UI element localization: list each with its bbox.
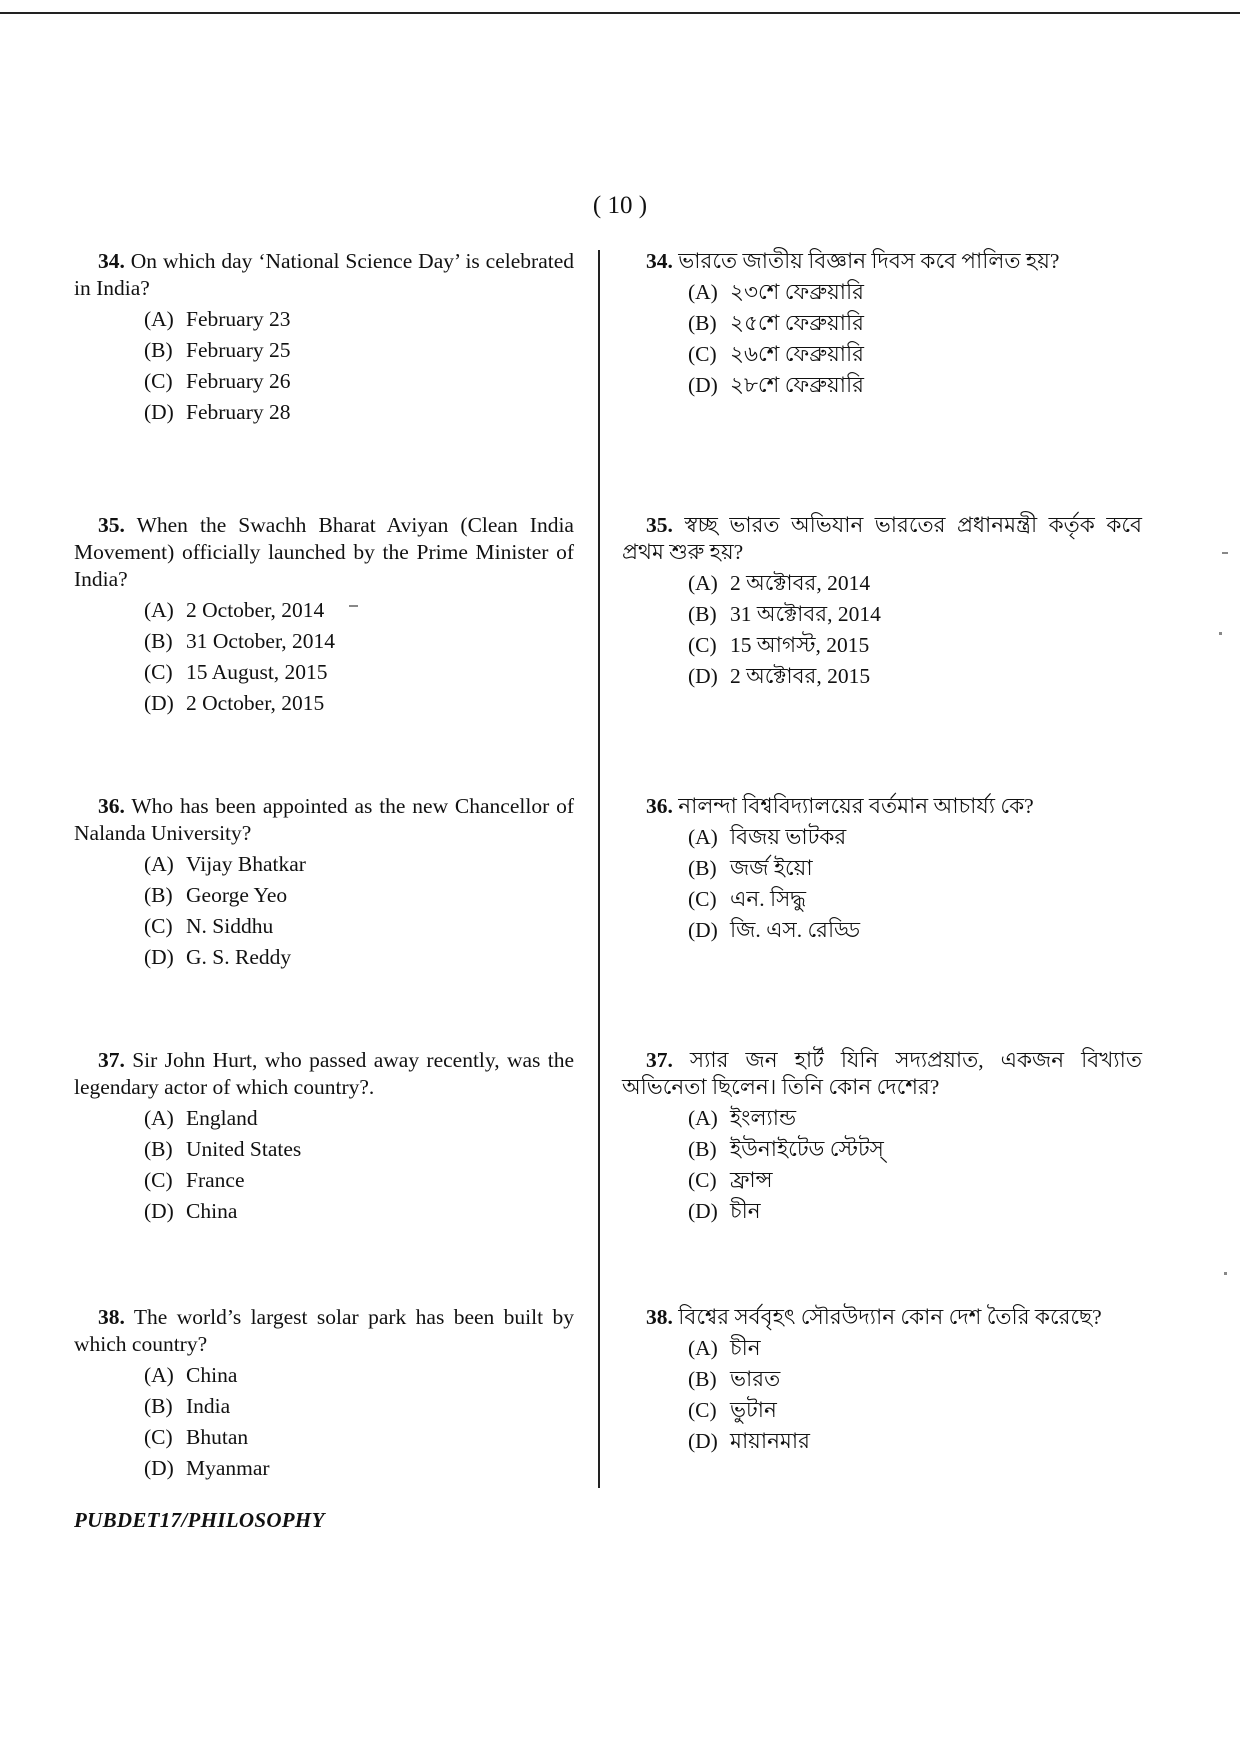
question-stem bbox=[622, 512, 1142, 566]
option-d: (D) মায়ানমার bbox=[688, 1429, 810, 1453]
question-text: Sir John Hurt, who passed away recently, was the legendary actor of which country?. bbox=[74, 1048, 575, 1099]
option-b: (B) February 25 bbox=[144, 338, 291, 362]
option-c: (C) ২৬শে ফেব্রুয়ারি bbox=[688, 342, 864, 366]
option-d: (D) Myanmar bbox=[144, 1456, 270, 1480]
question-text: When the Swachh Bharat Aviyan (Clean India Movement) officially launched by the Prime Minister of India? bbox=[74, 513, 574, 591]
option-a: (A) England bbox=[144, 1106, 258, 1130]
question-stem bbox=[622, 793, 1142, 820]
option-d: (D) G. S. Reddy bbox=[144, 945, 292, 969]
question-number: 34. bbox=[98, 249, 125, 273]
scan-mark bbox=[349, 605, 358, 607]
question-34-bn bbox=[622, 248, 1142, 401]
option-a: (A) February 23 bbox=[144, 307, 291, 331]
scan-mark bbox=[1224, 1272, 1227, 1275]
question-text: নালন্দা বিশ্ববিদ্যালয়ের বর্তমান আচার্য্য কে? bbox=[678, 794, 1034, 818]
question-text: The world’s largest solar park has been built by which country? bbox=[74, 1305, 574, 1356]
question-38-en bbox=[74, 1304, 574, 1484]
question-number: 35. bbox=[98, 513, 125, 537]
option-d: (D) 2 অক্টোবর, 2015 bbox=[688, 664, 871, 688]
option-c: (C) 15 August, 2015 bbox=[144, 660, 328, 684]
question-stem bbox=[622, 1047, 1142, 1101]
option-c: (C) ভুটান bbox=[688, 1398, 777, 1422]
option-c: (C) ফ্রান্স bbox=[688, 1168, 773, 1192]
option-c: (C) N. Siddhu bbox=[144, 914, 274, 938]
option-list bbox=[144, 849, 574, 973]
option-list bbox=[688, 822, 1142, 946]
option-a: (A) 2 October, 2014 bbox=[144, 598, 325, 622]
option-list bbox=[144, 595, 574, 719]
option-list bbox=[144, 1360, 574, 1484]
question-stem bbox=[622, 248, 1142, 275]
option-a: (A) ইংল্যান্ড bbox=[688, 1106, 797, 1130]
option-a: (A) চীন bbox=[688, 1336, 761, 1360]
option-d: (D) China bbox=[144, 1199, 238, 1223]
option-c: (C) France bbox=[144, 1168, 245, 1192]
question-35-bn bbox=[622, 512, 1142, 692]
question-34-en bbox=[74, 248, 574, 428]
question-number: 38. bbox=[646, 1305, 673, 1329]
question-stem bbox=[74, 1304, 574, 1358]
question-36-bn bbox=[622, 793, 1142, 946]
scan-mark bbox=[1222, 552, 1228, 554]
option-a: (A) ২৩শে ফেব্রুয়ারি bbox=[688, 280, 864, 304]
option-a: (A) 2 অক্টোবর, 2014 bbox=[688, 571, 871, 595]
option-d: (D) ২৮শে ফেব্রুয়ারি bbox=[688, 373, 864, 397]
option-b: (B) India bbox=[144, 1394, 231, 1418]
question-stem bbox=[74, 512, 574, 593]
option-list bbox=[144, 304, 574, 428]
question-stem bbox=[74, 793, 574, 847]
question-number: 34. bbox=[646, 249, 673, 273]
question-35-en bbox=[74, 512, 574, 719]
option-b: (B) United States bbox=[144, 1137, 302, 1161]
option-d: (D) 2 October, 2015 bbox=[144, 691, 325, 715]
top-rule bbox=[0, 12, 1240, 14]
option-b: (B) ইউনাইটেড স্টেটস্ bbox=[688, 1137, 884, 1161]
question-number: 37. bbox=[98, 1048, 125, 1072]
question-text: স্যার জন হার্ট যিনি সদ্যপ্রয়াত, একজন বিখ্যাত অভিনেতা ছিলেন। তিনি কোন দেশের? bbox=[622, 1048, 1142, 1099]
question-number: 37. bbox=[646, 1048, 673, 1072]
option-list bbox=[688, 568, 1142, 692]
column-divider bbox=[598, 250, 600, 1488]
question-stem bbox=[74, 1047, 574, 1101]
page-number: ( 10 ) bbox=[592, 192, 648, 219]
option-d: (D) জি. এস. রেড্ডি bbox=[688, 918, 861, 942]
option-a: (A) বিজয় ভাটকর bbox=[688, 825, 847, 849]
option-a: (A) China bbox=[144, 1363, 238, 1387]
option-a: (A) Vijay Bhatkar bbox=[144, 852, 306, 876]
option-b: (B) 31 October, 2014 bbox=[144, 629, 336, 653]
option-d: (D) February 28 bbox=[144, 400, 291, 424]
question-37-en bbox=[74, 1047, 574, 1227]
question-text: বিশ্বের সর্ববৃহৎ সৌরউদ্যান কোন দেশ তৈরি করেছে? bbox=[678, 1305, 1102, 1329]
question-text: On which day ‘National Science Day’ is celebrated in India? bbox=[74, 249, 575, 300]
option-c: (C) 15 আগস্ট, 2015 bbox=[688, 633, 870, 657]
question-text: ভারতে জাতীয় বিজ্ঞান দিবস কবে পালিত হয়? bbox=[678, 249, 1060, 273]
question-text: স্বচ্ছ ভারত অভিযান ভারতের প্রধানমন্ত্রী কর্তৃক কবে প্রথম শুরু হয়? bbox=[622, 513, 1142, 564]
option-c: (C) Bhutan bbox=[144, 1425, 249, 1449]
option-b: (B) ভারত bbox=[688, 1367, 781, 1391]
question-text: Who has been appointed as the new Chancellor of Nalanda University? bbox=[74, 794, 574, 845]
question-stem bbox=[622, 1304, 1142, 1331]
question-38-bn bbox=[622, 1304, 1142, 1457]
option-c: (C) এন. সিদ্ধু bbox=[688, 887, 807, 911]
option-b: (B) ২৫শে ফেব্রুয়ারি bbox=[688, 311, 864, 335]
scan-mark bbox=[1219, 632, 1222, 635]
question-number: 38. bbox=[98, 1305, 125, 1329]
option-list bbox=[688, 277, 1142, 401]
question-number: 36. bbox=[646, 794, 673, 818]
option-list bbox=[144, 1103, 574, 1227]
option-b: (B) 31 অক্টোবর, 2014 bbox=[688, 602, 881, 626]
question-number: 35. bbox=[646, 513, 673, 537]
option-b: (B) জর্জ ইয়ো bbox=[688, 856, 813, 880]
option-list bbox=[688, 1333, 1142, 1457]
option-d: (D) চীন bbox=[688, 1199, 761, 1223]
question-stem bbox=[74, 248, 574, 302]
option-list bbox=[688, 1103, 1142, 1227]
question-37-bn bbox=[622, 1047, 1142, 1227]
footer-code: PUBDET17/PHILOSOPHY bbox=[74, 1508, 325, 1532]
question-36-en bbox=[74, 793, 574, 973]
question-number: 36. bbox=[98, 794, 125, 818]
option-b: (B) George Yeo bbox=[144, 883, 288, 907]
option-c: (C) February 26 bbox=[144, 369, 291, 393]
